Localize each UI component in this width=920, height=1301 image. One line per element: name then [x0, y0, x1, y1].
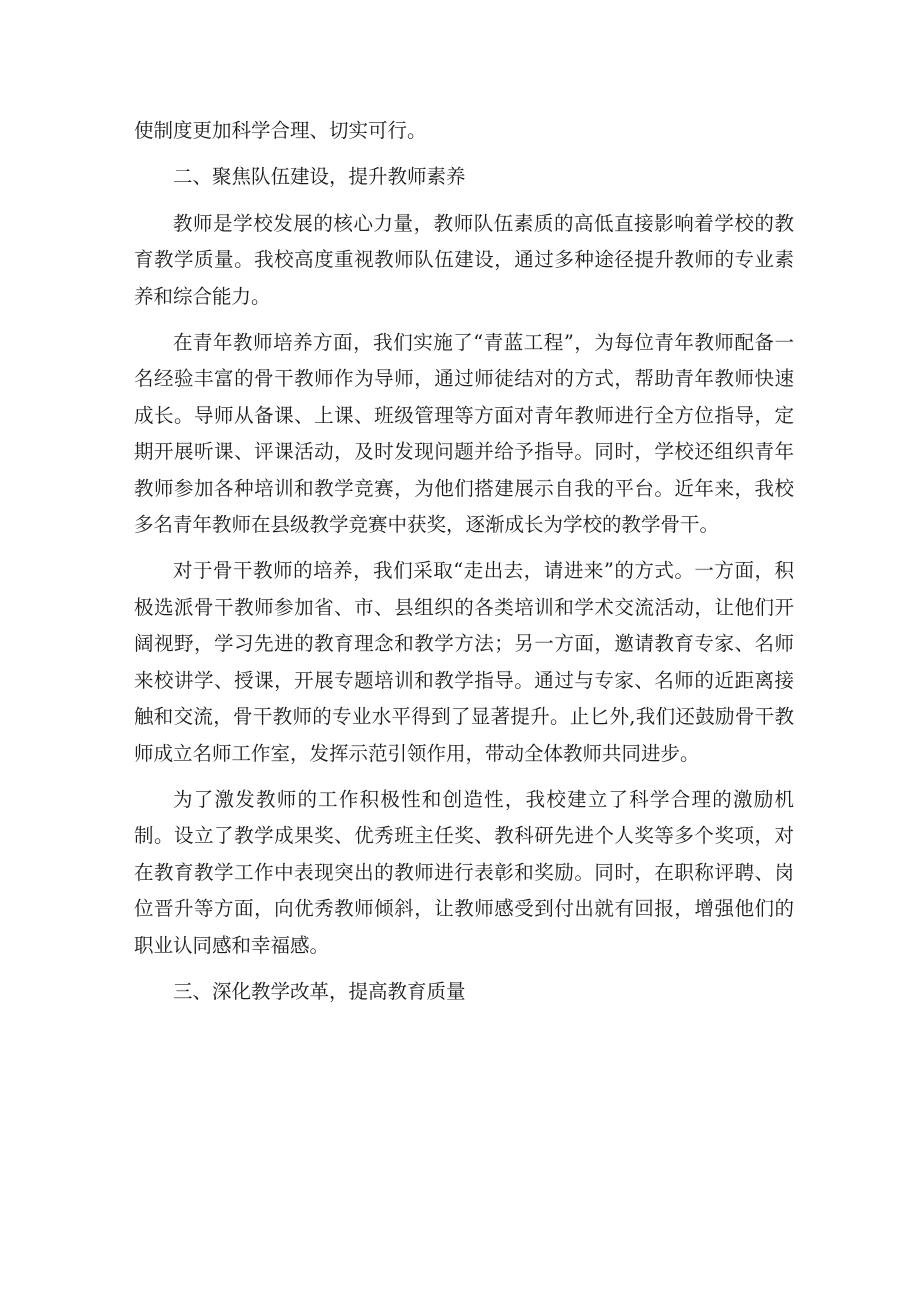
paragraph-young-teachers: 在青年教师培养方面，我们实施了“青蓝工程”，为每位青年教师配备一名经验丰富的骨干教师作为导师，通过师徒结对的方式，帮助青年教师快速成长。导师从备课、上课、班级管理等方面对青年教师进行全方位指导，定期开展听课、评课活动，及时发现问题并给予指导。同时，学校还组织青年教师参加各种培训和教学竞赛，为他们搭建展示自我的平台。近年来，我校多名青年教师在县级教学竞赛中获奖，逐渐成长为学校的教学骨干。	[134, 331, 794, 537]
paragraph-incentive-mechanism: 为了激发教师的工作积极性和创造性，我校建立了科学合理的激励机制。设立了教学成果奖、优秀班主任奖、教科研先进个人奖等多个奖项，对在教育教学工作中表现突出的教师进行表彰和奖励。同时，在职称评聘、岗位晋升等方面，向优秀教师倾斜，让教师感受到付出就有回报，增强他们的职业认同感和幸福感。	[134, 787, 794, 957]
paragraph-teachers-core: 教师是学校发展的核心力量，教师队伍素质的高低直接影响着学校的教育教学质量。我校高度重视教师队伍建设，通过多种途径提升教师的专业素养和综合能力。	[134, 211, 794, 308]
section-heading-2: 二、聚焦队伍建设，提升教师素养	[173, 165, 466, 189]
document-body	[134, 113, 794, 1020]
paragraph-backbone-teachers: 对于骨干教师的培养，我们采取“走出去，请进来”的方式。一方面，积极选派骨干教师参加省、市、县组织的各类培训和学术交流活动，让他们开阔视野，学习先进的教育理念和教学方法；另一方面，邀请教育专家、名师来校讲学、授课，开展专题培训和教学指导。通过与专家、名师的近距离接触和交流，骨干教师的专业水平得到了显著提升。止匕外,我们还鼓励骨干教师成立名师工作室，发挥示范引领作用，带动全体教师共同进步。	[134, 559, 794, 765]
section-heading-3: 三、深化教学改革，提高教育质量	[173, 979, 466, 1003]
paragraph-continuation: 使制度更加科学合理、切实可行。	[134, 119, 427, 142]
